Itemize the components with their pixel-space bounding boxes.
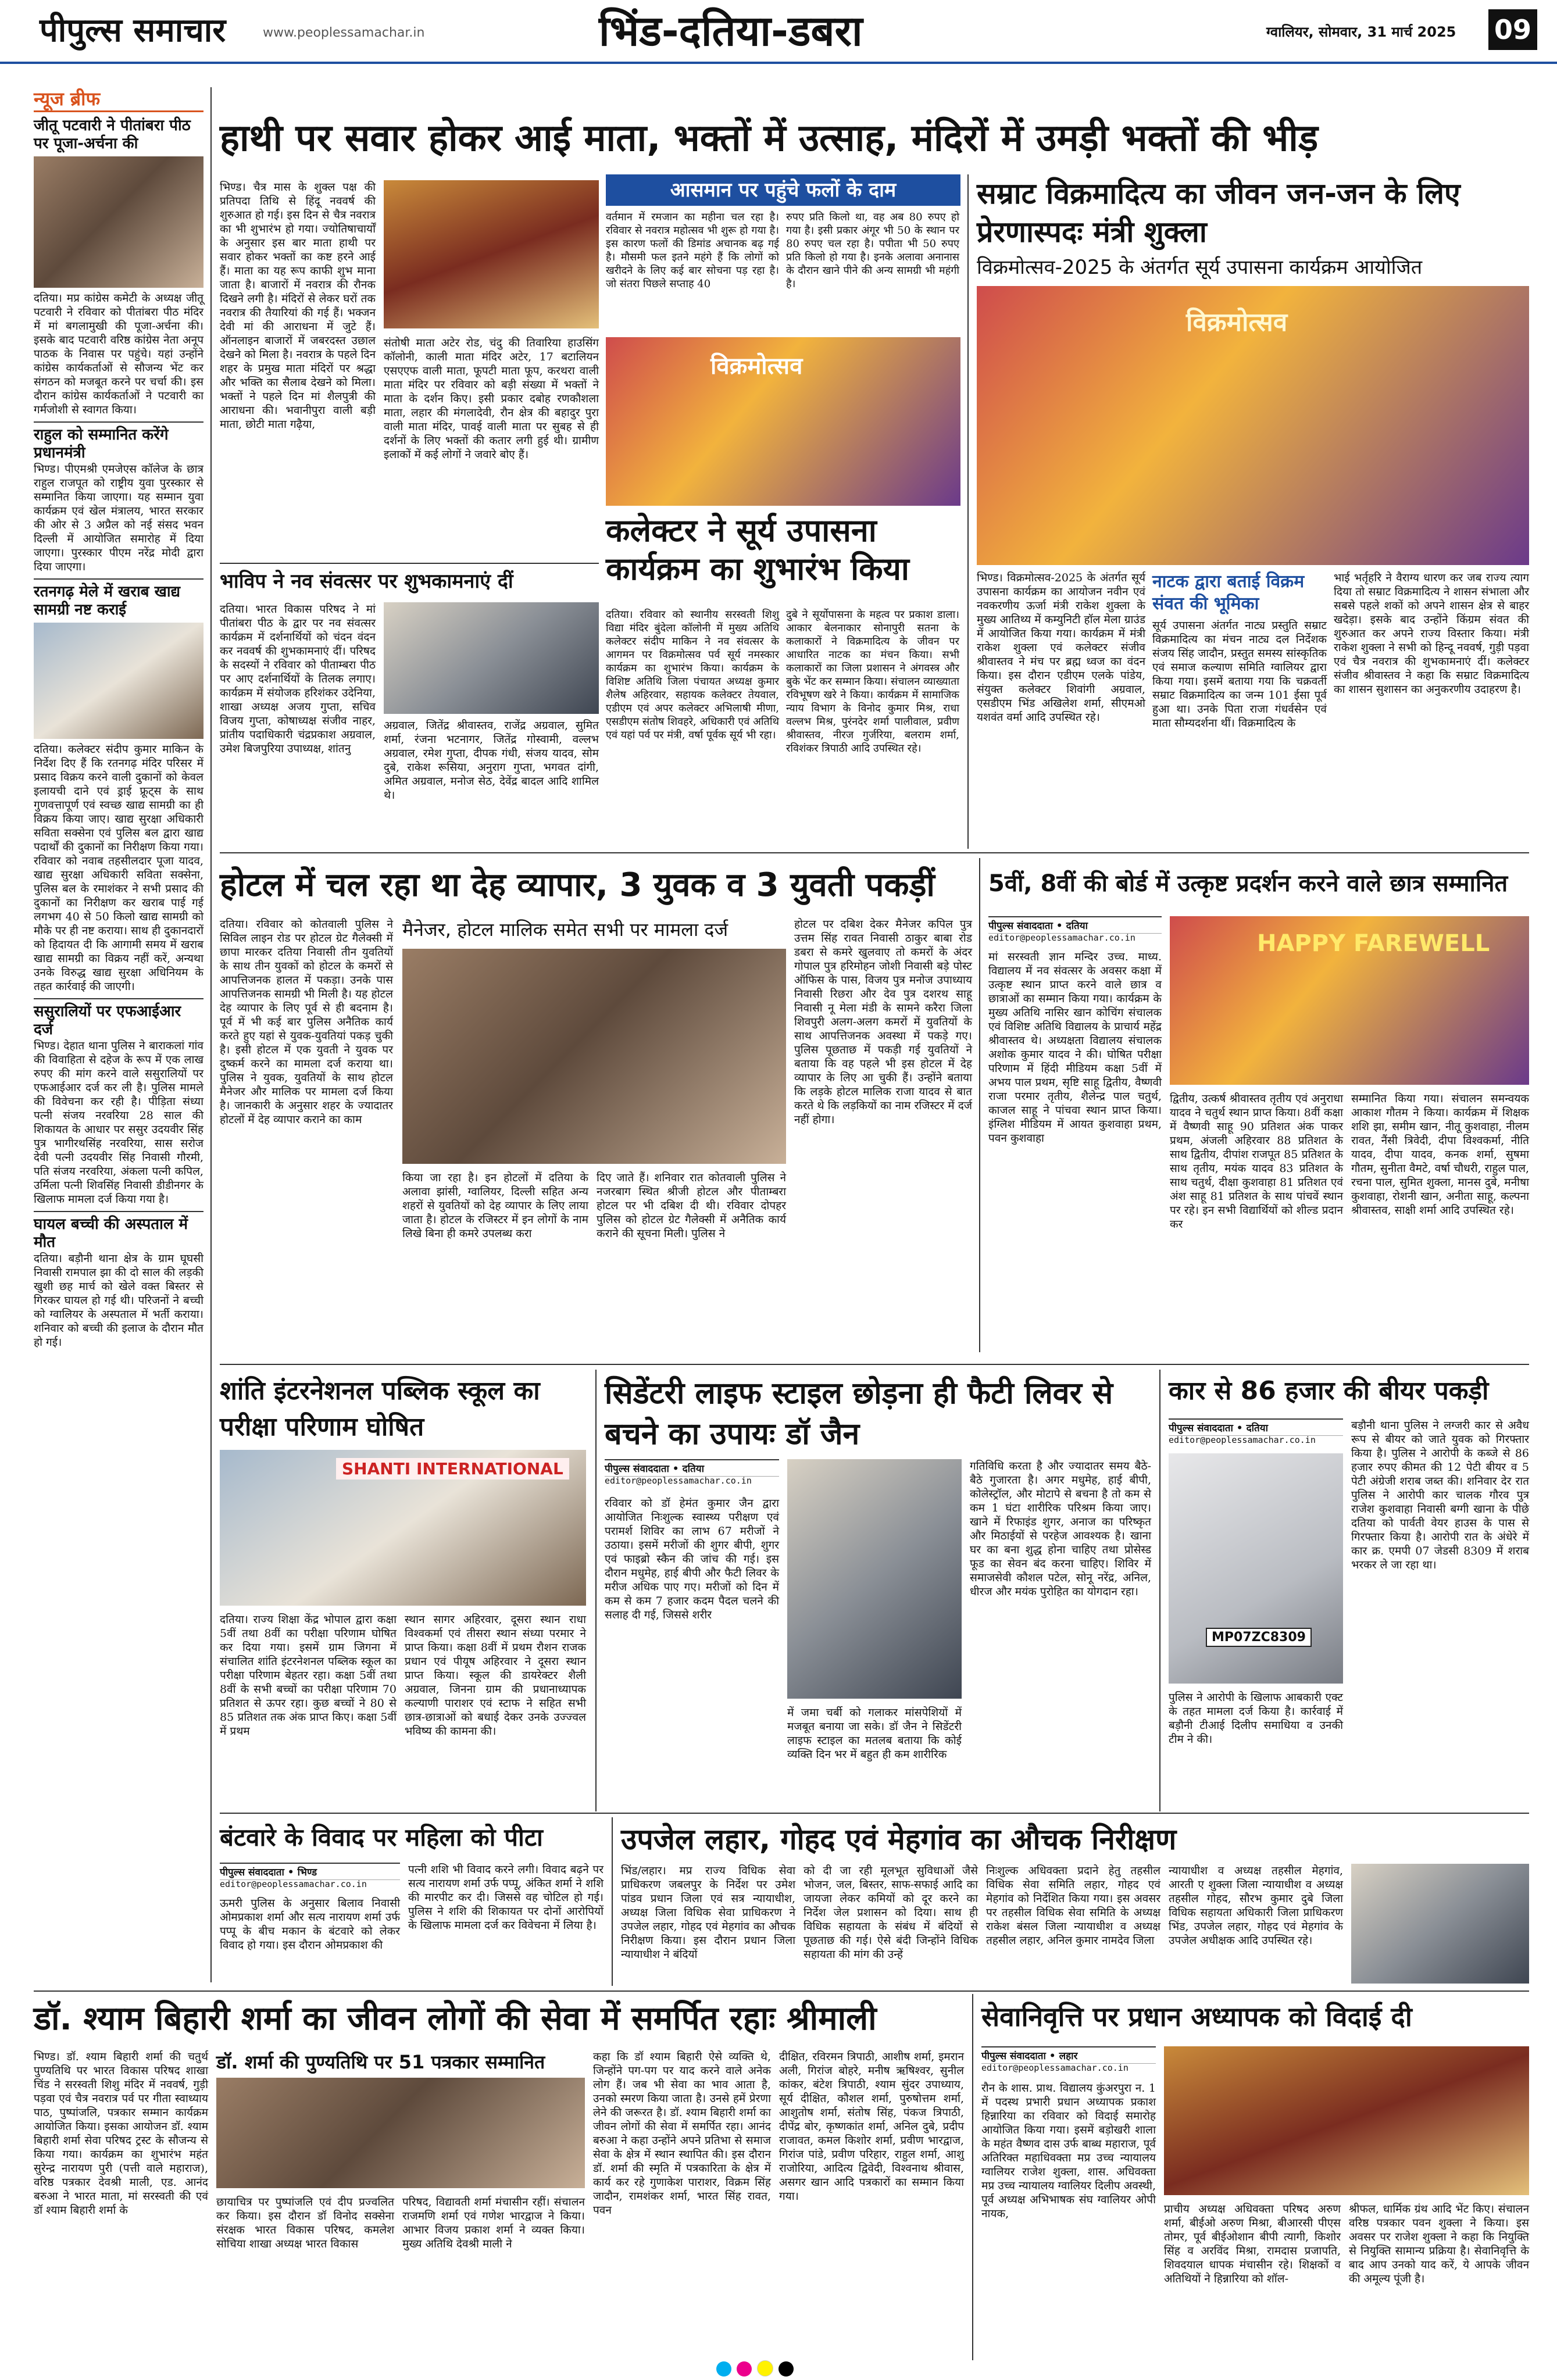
- inspection-col-1: भिंड/लहार। मप्र राज्य विधिक सेवा प्राधिकरण जबलपुर के निर्देश पर उमेश पांडव प्रधान जिला एवं सत्र न्यायाधीश, अध्यक्ष जिला विधिक सेवा प्राधिकरण ने उपजेल लहार, गोहद एवं मेहगांव का औचक निरीक्षण किया। इस दौरान प्रधान जिला न्यायाधीश ने बंदियों: [621, 1864, 799, 1961]
- memorial-col-3: परिषद, विद्यावती शर्मा मंचासीन रहीं। संचालन राजमणि शर्मा एवं गणेश भारद्वाज ने किया। आभार विजय प्रकाश शर्मा ने व्यक्त किया। मुख्य अतिथि देवश्री माली ने: [402, 2196, 589, 2250]
- beer-email[interactable]: editor@peoplessamachar.co.in: [1169, 1435, 1316, 1445]
- hotel-col-2: किया जा रहा है। इन होटलों में दतिया के अलावा झांसी, ग्वालियर, दिल्ली सहित अन्य शहरों से युवतियों को देह व्यापार के लिए लाया जाता है। होटल के रजिस्टर में इन लोगों के नाम लिखे बिना ही कमरे उपलब्ध करा: [402, 1171, 592, 1240]
- brief-photo-1: [34, 156, 203, 288]
- beer-byline: पीपुल्स संवाददाता • दतिया: [1169, 1418, 1343, 1436]
- board-banner: HAPPY FAREWELL: [1257, 930, 1490, 957]
- column-rule: [967, 174, 969, 849]
- vikram-col-2: सूर्य उपासना अंतर्गत नाट्य प्रस्तुति सम्राट विक्रमादित्य का मंचन नाट्य दल निर्देशक संजय सिंह जादौन, प्रस्तुत समस्य सांस्कृतिक एवं समाज कल्याण समिति ग्वालियर द्वारा किया गया। इसमें बताया गया कि चक्रवर्ती सम्राट विक्रमादित्य का जन्म 101 ईसा पूर्व हुआ था। उनके पिता राजा गंधर्वसेन एवं माता सौम्यदर्शना थीं। विक्रमादित्य के: [1152, 619, 1331, 730]
- page-number: 09: [1488, 9, 1537, 50]
- beer-car-photo: [1169, 1453, 1343, 1684]
- board-col-1: मां सरस्वती ज्ञान मन्दिर उच्च. माध्य. विद्यालय में नव संवत्सर के अवसर कक्षा में उत्कृष्ट स्थान प्राप्त करने वाले छात्र व छात्राओं का सम्मान किया गया। कार्यक्रम के मुख्य अतिथि नासिर खान कोचिंग संचालक एवं विशिष्ट अतिथि विद्यालय के प्राचार्य महेंद्र श्रीवास्तव थे। अध्यक्षता विद्यालय संचालक अशोक कुमार यादव ने की। घोषित परीक्षा परिणाम में हिंदी मीडियम कक्षा 5वीं में अभय पाल प्रथम, सृष्टि साहू द्वितीय, वैष्णवी राजा परमार तृतीय, शैलेन्द्र पाल चतुर्थ, काजल साहू ने पांचवा स्थान प्राप्त किया। इंग्लिश मीडियम में आयत कुशवाहा प्रथम, पवन कुशवाहा: [988, 950, 1166, 1145]
- hotel-col-1: दतिया। रविवार को कोतवाली पुलिस ने सिविल लाइन रोड पर होटल ग्रेट गैलेक्सी में छापा मारकर दतिया निवासी तीन युवतियों के साथ तीन युवकों को होटल के कमरों से आपत्तिजनक हालत में पकड़ा। उनके पास आपत्तिजनक सामग्री भी मिली है। यह होटल देह व्यापार के लिए पूर्व से ही बदनाम है। पूर्व में भी कई बार पुलिस अनैतिक कार्य करते हुए यहां से युवक-युवतियां पकड़ चुकी है। इसी होटल में एक युवती ने युवक पर दुष्कर्म करने का मामला दर्ज कराया था। पुलिस ने युवक, युवतियों के साथ होटल मैनेजर और मालिक पर मामला दर्ज किया है। जानकारी के अनुसार शहर के ज्यादातर होटलों में देह व्यापार कराने का काम: [220, 918, 397, 1126]
- family-email[interactable]: editor@peoplessamachar.co.in: [220, 1879, 367, 1889]
- magenta-mark-icon: [737, 2361, 752, 2377]
- yellow-mark-icon: [757, 2360, 773, 2377]
- brief-photo-3: [34, 623, 203, 739]
- school-col-1: दतिया। राज्य शिक्षा केंद्र भोपाल द्वारा कक्षा 5वीं तथा 8वीं का परीक्षा परिणाम घोषित कर दिया गया। इसमें ग्राम जिगना में संचालित शांति इंटरनेशनल पब्लिक स्कूल का परीक्षा परिणाम बेहतर रहा। कक्षा 5वीं तथा 8वीं के सभी बच्चों का परीक्षा परिणाम 70 प्रतिशत से ऊपर रहा। कुछ बच्चों ने 80 से 85 प्रतिशत तक अंक प्राप्त किए। कक्षा 5वीं में प्रथम: [220, 1613, 401, 1738]
- vikram-subhead: विक्रमोत्सव-2025 के अंतर्गत सूर्य उपासना कार्यक्रम आयोजित: [977, 256, 1423, 279]
- collector-stage-photo: [606, 337, 960, 506]
- vikram-col-3: भाई भर्तृहरि ने वैराग्य धारण कर जब राज्य त्याग दिया तो सम्राट विक्रमादित्य ने शासन संभाला और सबसे पहले शकों को अपने शासन क्षेत्र से बाहर खदेड़ा। इसके बाद उन्होंने किंग्रम संवत की शुरुआत कर अपने राज्य विस्तार किया। मंत्री राकेश शुक्ला ने सभी को हिन्दू नववर्ष, गुड़ी पड़वा एवं चैत्र नवरात्र की शुभकामनाएं दीं। कलेक्टर संजीव श्रीवास्तव ने कहा कि सम्राट विक्रमादित्य का शासन सुशासन का अनुकरणीय उदाहरण है।: [1334, 571, 1533, 696]
- brief-item-2-body: भिण्ड। पीएमश्री एमजेएस कॉलेज के छात्र राहुल राजपूत को राष्ट्रीय युवा पुरस्कार से सम्मानित किया जाएगा। यह सम्मान युवा कार्यक्रम एवं खेल मंत्रालय, भारत सरकार की ओर से 3 अप्रैल को नई संसद भवन दिल्ली में आयोजित समारोह में दिया जाएगा। पुरस्कार पीएम नरेंद्र मोदी द्वारा दिया जाएगा।: [34, 463, 208, 573]
- memorial-col-2: छायाचित्र पर पुष्पांजलि एवं दीप प्रज्वलित कर किया। इस दौरान डॉ विनोद सक्सेना संरक्षक भारत विकास परिषद, कमलेश सोचिया शाखा अध्यक्ष भारत विकास: [216, 2196, 398, 2250]
- column-rule: [979, 858, 980, 1352]
- board-byline: पीपुल्स संवाददाता • दतिया: [988, 916, 1162, 934]
- stage-banner: विक्रमोत्सव: [710, 353, 803, 380]
- school-banner: SHANTI INTERNATIONAL: [336, 1458, 569, 1480]
- inspection-col-2: को दी जा रही मूलभूत सुविधाओं जैसे भोजन, जल, बिस्तर, साफ-सफाई आदि का जायजा लेकर कमियों को दूर करने का निर्देश जेल प्रशासन को दिया। साथ ही विधिक सहायता के संबंध में बंदियों से पूछताछ की गई। ऐसे बंदी जिन्होंने विधिक सहायता की मांग की उन्हें: [804, 1864, 982, 1961]
- news-brief-column: [34, 87, 208, 1930]
- section-rule: [220, 1364, 1529, 1365]
- liver-col-3: गतिविधि करता है और ज्यादातर समय बैठे-बैठे गुजारता है। अगर मधुमेह, हाई बीपी, कोलेस्ट्रॉल, और मोटापे से बचना है तो कम से कम 1 घंटा शारीरिक परिश्रम किया जाए। खाने में रिफाइंड शुगर, अनाज का परिष्कृत और मिठाईयों से परहेज आवश्यक है। खाना घर का बना शुद्ध होना चाहिए तथा प्रोसेस्ड फूड का सेवन बंद करना चाहिए। शिविर में समाजसेवी कौशल पटेल, सोनू नरेंद्र, अनिल, धीरज और मयंक पुरोहित का योगदान रहा।: [970, 1460, 1155, 1598]
- liver-col-2: में जमा चर्बी को गलाकर मांसपेशियों में मजबूत बनाया जा सके। डॉ जैन ने सिडेंटरी लाइफ स्टाइल का मतलब बताया कि कोई व्यक्ति दिन भर में बहुत ही कम शारीरिक: [787, 1706, 966, 1761]
- memorial-col-1: भिण्ड। डॉ. श्याम बिहारी शर्मा की चतुर्थ पुण्यतिथि पर भारत विकास परिषद शाखा चिंड ने सरस्वती शिशु मंदिर में नववर्ष, गुड़ी पड़वा एवं चैत्र नवरात्र पर्व पर गीता स्वाध्याय पाठ, पुष्पांजलि, पत्रकार सम्मान कार्यक्रम आयोजित किया। इसका आयोजन डॉ. श्याम बिहारी शर्मा सेवा परिषद ट्रस्ट के सौजन्य से किया गया। कार्यक्रम का शुभारंभ महंत सुरेन्द्र नारायण पुरी (पत्ती वाले महाराज), वरिष्ठ पत्रकार देवश्री माली, एड. आनंद बरुआ ने भारत माता, मां सरस्वती की एवं डॉ श्याम बिहारी शर्मा के: [34, 2050, 212, 2217]
- column-rule: [1159, 1370, 1160, 1811]
- brief-item-2-head: राहुल को सम्मानित करेंगे प्रधानमंत्री: [34, 426, 169, 462]
- section-rule: [220, 1813, 1529, 1814]
- liver-photo: [787, 1459, 962, 1699]
- dateline: ग्वालियर, सोमवार, 31 मार्च 2025: [1266, 24, 1456, 40]
- board-email[interactable]: editor@peoplessamachar.co.in: [988, 932, 1135, 943]
- liver-byline: पीपुल्स संवाददाता • दतिया: [605, 1459, 779, 1477]
- hotel-photo: [402, 949, 786, 1164]
- column-rule: [972, 1994, 973, 2360]
- hotel-subhead: मैनेजर, होटल मालिक समेत सभी पर मामला दर्ज: [402, 919, 728, 941]
- liver-col-1: रविवार को डॉ हेमंत कुमार जैन द्वारा आयोजित निःशुल्क स्वास्थ्य परीक्षण एवं परामर्श शिविर का लाभ 67 मरीजों ने उठाया। इसमें मरीजों की शुगर बीपी, शुगर एवं फाइब्रो स्कैन की जांच की गई। इस दौरान मधुमेह, हाई बीपी और फैटी लिवर के मरीज अधिक पाए गए। मरीजों को दिन में कम से कम 7 हजार कदम पैदल चलने की सलाह दी गई, जिससे शरीर: [605, 1497, 783, 1621]
- fruit-prices-headline: आसमान पर पहुंचे फलों के दाम: [606, 174, 960, 206]
- hotel-col-3: दिए जाते हैं। शनिवार रात कोतवाली पुलिस ने नजरबाग स्थित श्रीजी होटल और पीताम्बरा होटल पर भी दबिश दी थी। रविवार दोपहर पुलिस को होटल ग्रेट गैलेक्सी में अनैतिक कार्य कराने की सूचना मिली। पुलिस ने: [597, 1171, 790, 1240]
- beer-headline: कार से 86 हजार की बीयर पकड़ी: [1169, 1376, 1489, 1406]
- school-photo: [220, 1450, 586, 1606]
- fruit-prices-col-1: वर्तमान में रमजान का महीना चल रहा है। रविवार से नवरात्र महोत्सव भी शुरू हो गया है। इस कारण फलों की डिमांड अचानक बढ़ गई है। मौसमी फल इतने महंगे हैं कि लोगों को खरीदने के लिए कई बार सोचना पड़ रहा है। जो संतरा पिछले सप्ताह 40: [606, 211, 783, 290]
- collector-col-1: दतिया। रविवार को स्थानीय सरस्वती शिशु विद्या मंदिर बुंदेला कॉलोनी में मुख्य अतिथि कलेक्टर संदीप माकिन ने नव संवत्सर के आगमन पर विक्रमोत्सव पर्व सूर्य नमस्कार कार्यक्रम का शुभारंभ किया। कार्यक्रम के विशिष्ट अतिथि जिला पंचायत अध्यक्ष कुमार शैलेष अहिरवार, सहायक कलेक्टर तेयवाल, एडीएम एवं अपर कलेक्टर अभिलाषी मीणा, एसडीएम संतोष शिवहरे, अधिकारी एवं अतिथि एवं यहां पर्व पर मंत्री, वर्षा पूर्वक सूर्य भी रहा।: [606, 609, 783, 741]
- family-headline: बंटवारे के विवाद पर महिला को पीटा: [220, 1823, 543, 1852]
- board-headline: 5वीं, 8वीं की बोर्ड में उत्कृष्ट प्रदर्शन करने वाले छात्र सम्मानित: [988, 870, 1508, 897]
- retire-email[interactable]: editor@peoplessamachar.co.in: [981, 2063, 1129, 2073]
- family-col-2: पत्नी शशि भी विवाद करने लगी। विवाद बढ़ने पर सत्य नारायण शर्मा उर्फ पप्पू, अंकित शर्मा ने शशि की मारपीट कर दी। जिससे वह चोटिल हो गई। पुलिस ने शशि की शिकायत पर दोनों आरोपियों के खिलाफ मामला दर्ज कर विवेचना में लिया है।: [408, 1863, 608, 1932]
- board-col-2: द्वितीय, उत्कर्ष श्रीवास्तव तृतीय एवं अनुराधा यादव ने चतुर्थ स्थान प्राप्त किया। 8वीं कक्षा में वैष्णवी साहू 90 प्रतिशत अंक पाकर प्रथम, अंजली अहिरवार 88 प्रतिशत के साथ द्वितीय, दीपांश राजपूत 85 प्रतिशत के साथ तृतीय, मयंक यादव 83 प्रतिशत के साथ चतुर्थ, दीक्षा कुशवाहा 81 प्रतिशत एवं अंश साहू 81 प्रतिशत के साथ पांचवें स्थान पर रहे। इन सभी विद्यार्थियों को शील्ड प्रदान कर: [1170, 1092, 1347, 1231]
- retire-photo: [1164, 2046, 1529, 2195]
- column-rule: [210, 87, 212, 1982]
- hotel-headline: होटल में चल रहा था देह व्यापार, 3 युवक व 3 युवती पकड़ीं: [220, 866, 935, 904]
- newyear-col-2: अग्रवाल, जितेंद्र श्रीवास्तव, राजेंद्र अग्रवाल, सुमित शर्मा, रंजना भटनागर, जितेंद्र गोस्वामी, वल्लभ अग्रवाल, रमेश गुप्ता, दीपक गंधी, संजय यादव, सोम दुबे, राकेश रूसिया, अनुराग गुप्ता, भगवत दांगी, अमित अग्रवाल, मनोज सेठ, देवेंद्र बादल आदि शामिल थे।: [384, 719, 603, 802]
- brief-item-4-head: ससुरालियों पर एफआईआर दर्ज: [34, 1003, 181, 1038]
- paper-name: पीपुल्स समाचार: [40, 12, 226, 49]
- retire-byline: पीपुल्स संवाददाता • लहार: [981, 2046, 1156, 2064]
- brief-header: न्यूज ब्रीफ: [34, 87, 203, 112]
- collector-col-2: दुबे ने सूर्योपासना के महत्व पर प्रकाश डाला। आकार बेलनाकार सोनापुरी सतना के कलाकारों ने विक्रमादित्य के जीवन पर आधारित नाटक का मंचन किया। सभी कलाकारों का जिला प्रशासन ने अंगवस्त्र और बुके भेंट कर सम्मान किया। संचालन व्याख्याता रविभूषण खरे ने किया। कार्यक्रम में सामाजिक न्याय विभाग के विनोद कुमार मिश्र, राधा वल्लभ मिश्र, पुरंनदेर शर्मा पालीवाल, प्रवीण श्रीवास्तव, नीरज गुर्जरिया, बलराम शर्मा, रविशंकर त्रिपाठी आदि उपस्थित रहे।: [786, 609, 963, 755]
- section-rule: [34, 1991, 1529, 1992]
- collector-headline: कलेक्टर ने सूर्य उपासना कार्यक्रम का शुभारंभ किया: [606, 512, 909, 587]
- vikram-photo: [977, 286, 1529, 565]
- family-byline: पीपुल्स संवाददाता • भिण्ड: [220, 1863, 400, 1880]
- brief-item-5-body: दतिया। बड़ौनी थाना क्षेत्र के ग्राम घूघसी निवासी रामपाल झा की दो साल की लड़की खुशी छह मार्च को खेले वक्त बिस्तर से गिरकर घायल हो गई थी। परिजनों ने बच्ची को ग्वालियर के अस्पताल में भर्ती कराया। शनिवार को बच्ची की इलाज के दौरान मौत हो गई।: [34, 1252, 208, 1349]
- brief-item-5-head: घायल बच्ची की अस्पताल में मौत: [34, 1216, 188, 1251]
- brief-item-1-head: जीतू पटवारी ने पीतांबरा पीठ पर पूजा-अर्चना की: [34, 117, 191, 152]
- website[interactable]: www.peoplessamachar.in: [263, 26, 425, 40]
- section-rule: [220, 563, 599, 564]
- memorial-col-5: दीक्षित, रविरमन त्रिपाठी, आशीष शर्मा, इमरान अली, गिरांज बोहरे, मनीष ऋषिश्वर, सुनील कांकर, बंटेश त्रिपाठी, श्याम सुंदर उपाध्याय, सूर्य दीक्षित, कौशल शर्मा, पुरुषोत्तम शर्मा, आशुतोष शर्मा, संतोष सिंह, पंकज त्रिपाठी, दीपेंद्र बोर, कृष्णकांत शर्मा, अनिल दुबे, प्रदीप राजावत, कमल किशोर शर्मा, प्रवीण भारद्वाज, गिरांज पांडे, प्रवीण परिहार, राहुल शर्मा, आशु राजोरिया, आदित्य द्विवेदी, विश्वनाथ श्रीवास, असगर खान आदि पत्रकारों का सम्मान किया गया।: [779, 2050, 968, 2203]
- newyear-headline: भाविप ने नव संवत्सर पर शुभकामनाएं दीं: [220, 570, 513, 593]
- retire-col-1: रौन के शास. प्राथ. विद्यालय कुंअरपुरा न. 1 में पदस्थ प्रभारी प्रधान अध्यापक प्रकाश हिन्नारिया का रविवार को विदाई समारोह आयोजित किया गया। इसमें बड़ोखरी शाला के महंत वैष्णव दास उर्फ बाब्ध महाराज, पूर्व अतिरिक्त महाधिवक्ता मप्र उच्च न्यायालय ग्वालियर राजेश शुक्ला, शास. अधिवक्ता मप्र उच्च न्यायालय ग्वालियर दिलीप अवस्थी, पूर्व अध्यक्ष अभिभाषक संघ ग्वालियर ओपी नायक,: [981, 2082, 1160, 2220]
- retire-col-3: श्रीफल, धार्मिक ग्रंथ आदि भेंट किए। संचालन वरिष्ठ पत्रकार पवन शुक्ला ने किया। इस अवसर पर राजेश शुक्ला ने कहा कि नियुक्ति से नियुक्ति सामान्य प्रक्रिया है। सेवानिवृत्ति के बाद आप उनको याद करें, ये आपके जीवन की अमूल्य पूंजी है।: [1349, 2203, 1533, 2285]
- brief-item-4-body: भिण्ड। देहात थाना पुलिस ने बाराकलां गांव की विवाहिता से दहेज के रूप में एक लाख रुपए की मांग करने वाले ससुरालियों पर एफआईआर दर्ज कर ली है। पुलिस मामले की विवेचना कर रही है। पीड़िता संध्या पत्नी संजय नरवरिया 28 साल की शिकायत के आधार पर ससुर उदयवीर सिंह पुत्र भागीरथसिंह नरवरिया, सास सरोज देवी पत्नी उदयवीर सिंह निवासी गौरमी, पति संजय नरवरिया, अंकला पत्नी कपिल, उर्मिला पत्नी शिवसिंह निवासी डीडीनगर के खिलाफ मामला दर्ज किया गया है।: [34, 1039, 208, 1206]
- masthead: [0, 0, 1557, 64]
- retire-col-2: प्राचीय अध्यक्ष अधिवक्ता परिषद अरुण शर्मा, बीईओ अरुण मिश्रा, बीआरसी पीएस तोमर, पूर्व बीईओशान बीपी त्यागी, किशोर सिंह व अरविंद मिश्रा, रामदास प्रजापति, शिवदयाल धापक मंचासीन रहे। शिक्षकों व अतिथियों ने हिन्नारिया को शॉल-: [1164, 2203, 1345, 2285]
- memorial-headline: डॉ. श्याम बिहारी शर्मा का जीवन लोगों की सेवा में समर्पित रहाः श्रीमाली: [34, 2000, 877, 2038]
- memorial-photo: [216, 2078, 585, 2188]
- vikram-banner: विक्रमोत्सव: [1186, 308, 1288, 337]
- board-col-3: सम्मानित किया गया। संचालन समन्वयक आकाश गौतम ने किया। कार्यक्रम में शिक्षक शशि झा, समीम खान, नीतू कुशवाहा, नीलम रावत, नैंसी त्रिवेदी, दीपा विश्वकर्मा, नीति यादव, दीपा यादव, कनक शर्मा, सुषमा गौतम, सुनीता वैमटे, वर्षा चौधरी, राहुल पाल, रचना पाल, सुमित शुक्ला, मानस दुबे, मनीषा कुशवाहा, रोशनी खान, अनीता साहू, कल्पना श्रीवास्तव, साक्षी शर्मा आदि उपस्थित रहे।: [1351, 1092, 1533, 1217]
- hotel-col-4: होटल पर दबिश देकर मैनेजर कपिल पुत्र उत्तम सिंह रावत निवासी ठाकुर बाबा रोड डबरा से कमरे खुलवाए तो कमरों के अंदर गोपाल पुत्र हरिमोहन जोशी निवासी बड़े पोस्ट ऑफिस के पास, विजय पुत्र मनोज उपाध्याय निवासी रिछरा और देव पुत्र दशरथ साहू निवासी नू मेला मंडी के सामने करैरा जिला शिवपुरी अलग-अलग कमरों में युवतियों के साथ आपत्तिजनक अवस्था में पकड़े गए। पुलिस पूछताछ में पकड़ी गई युवतियों ने बताया कि वह पहले भी इस होटल में देह व्यापार के लिए आ चुकी हैं। उन्होंने बताया कि लड़के होटल मालिक राजा यादव से बात करते थे कि लड़कियों का नाम रजिस्टर में दर्ज नहीं होगा।: [794, 918, 976, 1126]
- liver-headline: सिडेंटरी लाइफ स्टाइल छोड़ना ही फैटी लिवर से बचने का उपायः डॉ जैन: [605, 1376, 1113, 1452]
- cyan-mark-icon: [716, 2361, 731, 2377]
- inspection-headline: उपजेल लहार, गोहद एवं मेहगांव का औचक निरीक्षण: [621, 1822, 1177, 1856]
- lead-photo: [384, 180, 599, 328]
- memorial-subhead: डॉ. शर्मा की पुण्यतिथि पर 51 पत्रकार सम्मानित: [216, 2051, 545, 2073]
- lead-headline: हाथी पर सवार होकर आई माता, भक्तों में उत्साह, मंदिरों में उमड़ी भक्तों की भीड़: [220, 117, 1319, 160]
- inspection-col-4: न्यायाधीश व अध्यक्ष तहसील मेहगांव, आरती ए शुक्ला जिला न्यायाधीश व अध्यक्ष तहसील गोहद, सौरभ कुमार दुबे जिला विधिक सहायता अधिकारी जिला प्राधिकरण भिंड, उपजेल लहार, गोहद एवं मेहगांव के उपजेल अधीक्षक आदि उपस्थित रहे।: [1169, 1864, 1347, 1947]
- vikram-box-head: नाटक द्वारा बताई विक्रम संवत की भूमिका: [1152, 571, 1305, 614]
- board-photo: [1170, 916, 1529, 1085]
- school-col-2: स्थान सागर अहिरवार, दूसरा स्थान राधा विश्वकर्मा एवं तीसरा स्थान संध्या परमार ने प्राप्त किया। कक्षा 8वीं में प्रथम रौशन राजक प्रधान एवं पीयूष अहिरवार ने दूसरा स्थान प्राप्त किया। स्कूल की डायरेक्टर शैली अग्रवाल, जिनना ग्राम की प्रधानाध्यापक कल्याणी पाराशर एवं स्टाफ ने सहित सभी छात्र-छात्राओं को बधाई देकर उनके उज्ज्वल भविष्य की कामना की।: [405, 1613, 590, 1738]
- lead-col-1: भिण्ड। चैत्र मास के शुक्ल पक्ष की प्रतिपदा तिथि से हिंदू नववर्ष की शुरुआत हो गई। इस दिन से चैत्र नवरात्र का भी शुभारंभ हो गया। ज्योतिषाचार्यों के अनुसार इस बार माता हाथी पर सवार होकर भक्तों का कष्ट हरने आई हैं। माता का यह रूप काफी शुभ माना जाता है। बाजारों में नवरात्र की रौनक दिखने लगी है। मंदिरों से लेकर घरों तक नवरात्र की तैयारियां की गई हैं। भक्जन देवी मां की आराधना में जुटे हैं। ऑनलाइन बाजारों में जबरदस्त उछाल देखने को मिला है। नवरात्र के पहले दिन शहर के प्रमुख माता मंदिरों पर श्रद्धा और भक्ति का सैलाब देखने को मिला। भक्तों ने पहले दिन मां शैलपुत्री की आराधना की। भवानीपुरा वाली बड़ी माता, छोटी माता गढ़ैया,: [220, 181, 380, 431]
- inspection-photo: [1351, 1864, 1529, 1984]
- car-plate: MP07ZC8309: [1206, 1628, 1312, 1647]
- newyear-photo: [384, 602, 599, 714]
- registration-marks: [715, 2360, 855, 2378]
- black-mark-icon: [779, 2361, 794, 2377]
- vikram-col-1: भिण्ड। विक्रमोत्सव-2025 के अंतर्गत सूर्य उपासना कार्यक्रम का आयोजन नवीन एवं नवकरणीय ऊर्जा मंत्री राकेश शुक्ला के मुख्य आतिथ्य में कम्युनिटी हॉल मेला ग्राउंड में आयोजित किया गया। कार्यक्रम में मंत्री राकेश शुक्ला एवं कलेक्टर संजीव श्रीवास्तव ने मंच पर ब्रह्म ध्वज का वंदन किया। इस दौरान एडीएम एलके पांडेय, संयुक्त कलेक्टर शिवांगी अग्रवाल, एसडीएम भिंड अखिलेश शर्मा, सीएमओ यशवंत वर्मा आदि उपस्थित रहे।: [977, 571, 1149, 724]
- brief-item-3-head: रतनगढ़ मेले में खराब खाद्य सामग्री नष्ट कराई: [34, 583, 180, 619]
- newyear-col-1: दतिया। भारत विकास परिषद ने मां पीतांबरा पीठ के द्वार पर नव संवत्सर कार्यक्रम में दर्शनार्थियों को चंदन वंदन कर नववर्ष की शुभकामनाएं दीं। परिषद के सदस्यों ने रविवार को पीताम्बरा पीठ पर आए दर्शनार्थियों के तिलक लगाए। कार्यक्रम में संयोजक हरिशंकर उदेनिया, शाखा अध्यक्ष अजय गुप्ता, सचिव विजय गुप्ता, कोषाध्यक्ष संजीव नाहर, प्रांतीय पदाधिकारी चंद्रप्रकाश अग्रवाल, उमेश बिजपुरिया उपाध्यक्ष, शांतनु: [220, 603, 380, 755]
- vikram-headline: सम्राट विक्रमादित्य का जीवन जन-जन के लिए प्रेरणास्पदः मंत्री शुक्ला: [977, 177, 1460, 249]
- school-headline: शांति इंटरनेशनल पब्लिक स्कूल का परीक्षा परिणाम घोषित: [220, 1376, 540, 1442]
- inspection-col-3: निःशुल्क अधिवक्ता प्रदाने हेतु तहसील विधिक सेवा समिति लहार, गोहद एवं मेहगांव को निर्देशित किया गया। इस अवसर पर तहसील विधिक सेवा समिति के अध्यक्ष राकेश बंसल जिला न्यायाधीश व अध्यक्ष तहसील लहार, अनिल कुमार नामदेव जिला: [986, 1864, 1165, 1947]
- family-col-1: ऊमरी पुलिस के अनुसार बिलाव निवासी ओमप्रकाश शर्मा और सत्य नारायण शर्मा उर्फ पप्पू के बीच मकान के बंटवारे को लेकर विवाद हो गया। इस दौरान ओमप्रकाश की: [220, 1897, 404, 1952]
- column-rule: [612, 1817, 613, 1986]
- brief-item-3-body: दतिया। कलेक्टर संदीप कुमार माकिन के निर्देश दिए हैं कि रतनगढ़ मंदिर परिसर में प्रसाद विक्रय करने वाली दुकानों को केवल इलायची दाने एवं ड्राई फ्रूट्स के साथ गुणवत्तापूर्ण एवं स्वच्छ खाद्य सामग्री का ही विक्रय किया जाए। खाद्य सुरक्षा अधिकारी सविता सक्सेना एवं पुलिस बल द्वारा खाद्य पदार्थों की दुकानों का निरीक्षण किया गया। रविवार को नवाब तहसीलदार पूजा यादव, खाद्य सुरक्षा अधिकारी सविता सक्सेना, पुलिस बल के रमाशंकर ने सभी प्रसाद की दुकानों का निरीक्षण कर खराब पाई गई लगभग 40 से 50 किलो खाद्य सामग्री को मौके पर ही नष्ट कराया। साथ ही दुकानदारों को हिदायत दी कि आगामी समय में खराब खाद्य सामग्री का विक्रय नहीं करें, अन्यथा उनके विरुद्ध खाद्य सुरक्षा अधिनियम के तहत कार्रवाई की जाएगी।: [34, 743, 208, 993]
- memorial-col-4: कहा कि डॉ श्याम बिहारी ऐसे व्यक्ति थे, जिन्होंने पग-पग पर याद करने वाले अनेक लोग हैं। जब भी सेवा का भाव आता है, उनको स्मरण किया जाता है। उनसे हमें प्रेरणा लेने की जरूरत है। डॉ. श्याम बिहारी शर्मा का जीवन लोगों की सेवा में समर्पित रहा। आनंद बरुआ ने कहा उन्होंने अपने प्रतिभा से समाज सेवा के क्षेत्र में स्थान स्थापित की। इस दौरान डॉ. शर्मा की स्मृति में पत्रकारिता के क्षेत्र में कार्य कर रहे गुणाकेश पाराशर, विक्रम सिंह जादौन, रामशंकर शर्मा, भारत सिंह रावत, पवन: [593, 2050, 775, 2217]
- column-rule: [595, 1370, 597, 1811]
- section-rule: [220, 852, 1529, 853]
- liver-email[interactable]: editor@peoplessamachar.co.in: [605, 1475, 752, 1486]
- beer-col-2: पुलिस ने आरोपी के खिलाफ आबकारी एक्ट के तहत मामला दर्ज किया है। कार्रवाई में बड़ौनी टीआई दिलीप समाधिया व उनकी टीम ने की।: [1169, 1691, 1347, 1746]
- fruit-prices-col-2: रुपए प्रति किलो था, वह अब 80 रुपए हो गया है। इसी प्रकार अंगूर भी 50 के स्थान पर 80 रुपए चल रहा है। पपीता भी 50 रुपए प्रति किलो हो गया है। इनके अलावा अनानास के दौरान खाने पीने की अन्य सामग्री भी महंगी है।: [786, 211, 963, 290]
- retire-headline: सेवानिवृत्ति पर प्रधान अध्यापक को विदाई दी: [981, 2001, 1412, 2032]
- beer-col-1: बड़ौनी थाना पुलिस ने लग्जरी कार से अवैध रूप से बीयर को जाते युवक को गिरफ्तार किया है। पुलिस ने आरोपी के कब्जे से 86 हजार रुपए कीमत की 12 पेटी बीयर व 5 पेटी अंग्रेजी शराब जब्त की। शनिवार देर रात पुलिस ने आरोपी कार चालक गौरव पुत्र राजेश कुशवाहा निवासी बग्गी खाना के पीछे दतिया को पार्वती वेयर हाउस के पास से गिरफ्तार किया है। आरोपी रात के अंधेरे में कार क्र. एमपी 07 जेडसी 8309 में शराब भरकर ले जा रहा था।: [1351, 1419, 1533, 1571]
- lead-col-2: संतोषी माता अटेर रोड, चंदु की तिवारिया हाउसिंग कॉलोनी, काली माता मंदिर अटेर, 17 बटालियन एसएएफ वाली माता, फूपटी माता फूप, करथरा वाली माता मंदिर पर रविवार को बड़ी संख्या में भक्तों ने माता के दर्शन किए। इसी प्रकार दबोह रणकौशला माता, लहार की मंगलादेवी, रौन क्षेत्र की बहादुर पुरा वाली माता मंदिर, पावई वाली माता पर सुबह से ही दर्शनों के लिए भक्तों की कतार लगी हुई थी। ग्रामीण इलाकों में कई लोगों ने जवारे बोए हैं।: [384, 337, 603, 461]
- brief-item-1-body: दतिया। मप्र कांग्रेस कमेटी के अध्यक्ष जीतू पटवारी ने रविवार को पीतांबरा पीठ मंदिर में मां बगलामुखी की पूजा-अर्चना की। इसके बाद पटवारी वरिष्ठ कांग्रेस नेता अनूप पाठक के निवास पर पहुंचे। यहां उन्होंने कांग्रेस कार्यकर्ताओं से सौजन्य भेंट कर संगठन को मजबूत करने पर चर्चा की। इस दौरान कांग्रेस कार्यकर्ताओं ने पटवारी का गर्मजोशी से स्वागत किया।: [34, 292, 208, 416]
- section-title: भिंड-दतिया-डबरा: [599, 6, 863, 55]
